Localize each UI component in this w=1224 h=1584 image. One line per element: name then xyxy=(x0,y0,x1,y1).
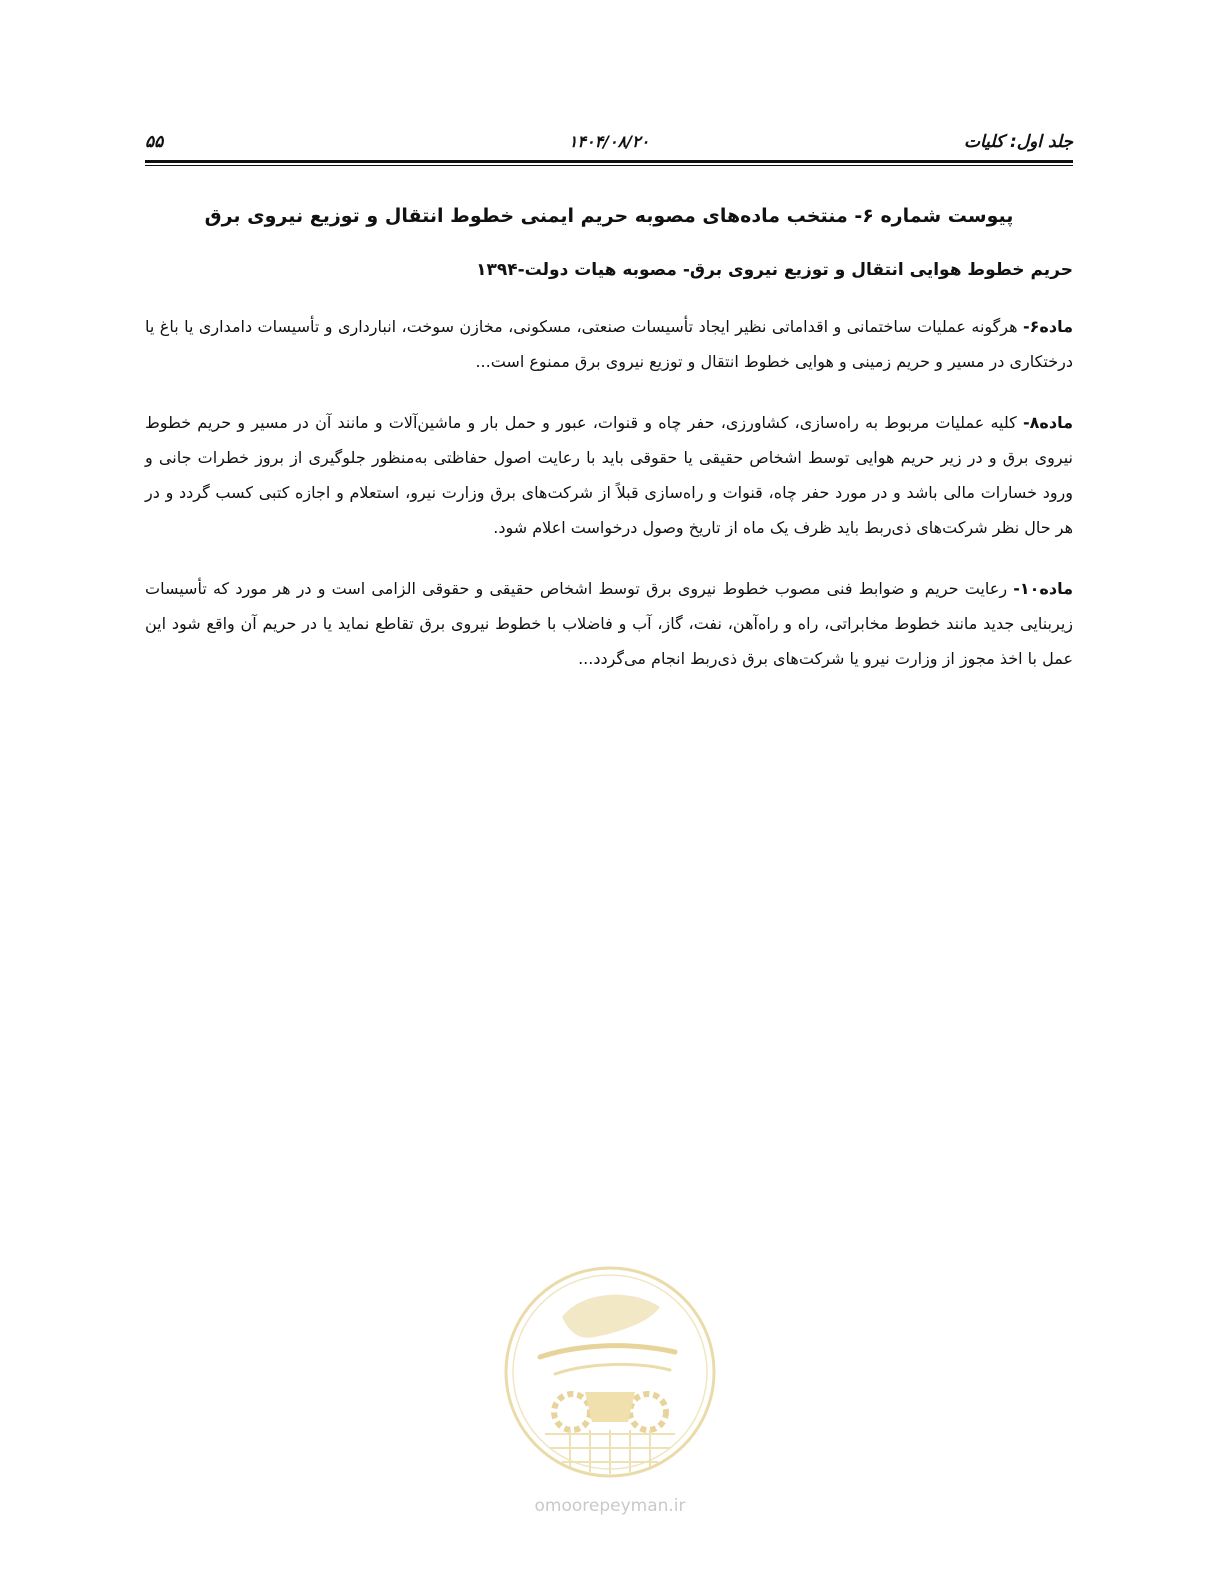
article-label: ماده۱۰- xyxy=(1013,579,1073,598)
article-6 xyxy=(145,309,1073,379)
article-text: هرگونه عملیات ساختمانی و اقداماتی نظیر ایجاد تأسیسات صنعتی، مسکونی، مخازن سوخت، انبارداری و تأسیسات دامداری یا باغ یا درختکاری در مسیر و حریم زمینی و هوایی خطوط انتقال و توزیع نیروی برق ممنوع است... xyxy=(145,317,1073,371)
article-8 xyxy=(145,405,1073,545)
appendix-title: پیوست شماره ۶- منتخب ماده‌های مصوبه حریم ایمنی خطوط انتقال و توزیع نیروی برق xyxy=(204,205,1014,227)
section-title: حریم خطوط هوایی انتقال و توزیع نیروی برق- مصوبه هیات دولت-۱۳۹۴ xyxy=(476,260,1073,280)
article-10 xyxy=(145,571,1073,676)
page-header xyxy=(145,118,1073,160)
watermark-site: omoorepeyman.ir xyxy=(534,1496,686,1516)
article-text: رعایت حریم و ضوابط فنی مصوب خطوط نیروی برق توسط اشخاص حقیقی و حقوقی الزامی است و در هر مورد که تأسیسات زیربنایی جدید مانند خطوط مخابراتی، راه و راه‌آهن، نفت، گاز، آب و فاضلاب با خطوط نیروی برق تقاطع نماید یا در حریم آن واقع شود این عمل با اخذ مجوز از وزارت نیرو یا شرکت‌های برق ذی‌ربط انجام می‌گردد... xyxy=(145,579,1073,668)
article-label: ماده۸- xyxy=(1023,413,1073,432)
article-text: کلیه عملیات مربوط به راه‌سازی، کشاورزی، حفر چاه و قنوات، عبور و حمل بار و ماشین‌آلات و مانند آن در مسیر و حریم خطوط نیروی برق و در زیر حریم هوایی توسط اشخاص حقیقی یا حقوقی باید با رعایت اصول حفاظتی به‌منظور جلوگیری از بروز خطرات جانی و ورود خسارات مالی باشد و در مورد حفر چاه، قنوات و راه‌سازی قبلاً از شرکت‌های برق وزارت نیرو، استعلام و اجازه کتبی کسب گردد و در هر حال نظر شرکت‌های ذی‌ربط باید ظرف یک ماه از تاریخ وصول درخواست اعلام شود. xyxy=(145,413,1073,537)
volume-title: جلد اول: کلیات xyxy=(963,132,1073,152)
header-date: ۱۴۰۴/۰۸/۲۰ xyxy=(568,132,650,151)
header-rule-thick xyxy=(145,160,1073,163)
article-label: ماده۶- xyxy=(1023,317,1073,336)
document-page xyxy=(145,118,1073,692)
header-rule-thin xyxy=(145,165,1073,166)
page-number: ۵۵ xyxy=(145,132,164,152)
watermark-seal-icon xyxy=(500,1262,720,1482)
